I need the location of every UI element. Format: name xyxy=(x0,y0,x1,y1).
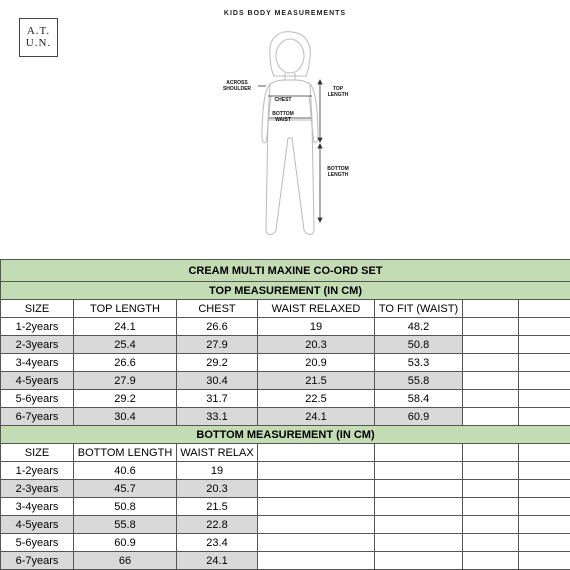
table-cell: 5-6years xyxy=(1,534,74,552)
empty-cell xyxy=(258,462,375,480)
table-cell: 1-2years xyxy=(1,318,74,336)
table-cell: 20.9 xyxy=(258,354,375,372)
table-cell: 20.3 xyxy=(258,336,375,354)
empty-cell xyxy=(463,390,519,408)
empty-cell xyxy=(519,354,570,372)
bottom-length-label xyxy=(324,166,352,178)
table-cell: 29.2 xyxy=(74,390,177,408)
empty-cell xyxy=(519,372,570,390)
top-length-label-line1: TOP xyxy=(332,86,344,92)
empty-cell xyxy=(519,300,570,318)
top-length-label-line2: LENGTH xyxy=(327,92,349,98)
table-cell: 4-5years xyxy=(1,372,74,390)
diagram-title: KIDS BODY MEASUREMENTS xyxy=(223,10,347,17)
table-title-row xyxy=(1,260,570,282)
table-cell: 55.8 xyxy=(74,516,177,534)
table-cell: 48.2 xyxy=(375,318,463,336)
empty-cell xyxy=(463,480,519,498)
table-cell: 60.9 xyxy=(375,408,463,426)
table-row xyxy=(1,480,570,498)
empty-cell xyxy=(258,552,375,570)
chest-label: CHEST xyxy=(274,97,292,103)
empty-cell xyxy=(463,444,519,462)
empty-cell xyxy=(519,552,570,570)
empty-cell xyxy=(519,444,570,462)
empty-cell xyxy=(375,498,463,516)
empty-cell xyxy=(258,480,375,498)
table-cell: 2-3years xyxy=(1,480,74,498)
empty-cell xyxy=(463,534,519,552)
table-cell: 21.5 xyxy=(177,498,258,516)
table-row xyxy=(1,498,570,516)
table-cell: 24.1 xyxy=(177,552,258,570)
table-cell: 24.1 xyxy=(74,318,177,336)
empty-cell xyxy=(463,372,519,390)
empty-cell xyxy=(375,444,463,462)
top-section-row xyxy=(1,282,570,300)
size-chart-table xyxy=(0,259,570,570)
bottom-waist-label xyxy=(268,111,298,123)
brand-logo xyxy=(19,18,58,57)
table-row xyxy=(1,390,570,408)
top-header-row xyxy=(1,300,570,318)
table-cell: 20.3 xyxy=(177,480,258,498)
table-cell: 25.4 xyxy=(74,336,177,354)
table-row xyxy=(1,354,570,372)
table-cell: 40.6 xyxy=(74,462,177,480)
empty-cell xyxy=(463,354,519,372)
column-header: SIZE xyxy=(1,300,74,318)
empty-cell xyxy=(519,480,570,498)
table-cell: 53.3 xyxy=(375,354,463,372)
bottom-header-row xyxy=(1,444,570,462)
bottom-section-title: BOTTOM MEASUREMENT (IN CM) xyxy=(1,426,570,444)
top-length-label xyxy=(326,86,350,98)
table-cell: 27.9 xyxy=(74,372,177,390)
table-cell: 50.8 xyxy=(74,498,177,516)
table-cell: 55.8 xyxy=(375,372,463,390)
bottom-waist-label-line1: BOTTOM xyxy=(272,111,294,117)
table-cell: 5-6years xyxy=(1,390,74,408)
empty-cell xyxy=(258,444,375,462)
empty-cell xyxy=(519,408,570,426)
table-cell: 50.8 xyxy=(375,336,463,354)
column-header: WAIST RELAXED xyxy=(258,300,375,318)
empty-cell xyxy=(463,516,519,534)
table-cell: 26.6 xyxy=(74,354,177,372)
empty-cell xyxy=(519,516,570,534)
table-cell: 30.4 xyxy=(177,372,258,390)
across-shoulder-label-line2: SHOULDER xyxy=(222,86,252,92)
bottom-length-label-line2: LENGTH xyxy=(327,172,349,178)
empty-cell xyxy=(375,552,463,570)
empty-cell xyxy=(375,516,463,534)
logo-line-1: A.T. xyxy=(26,25,51,37)
across-shoulder-label-line1: ACROSS xyxy=(226,80,248,86)
table-cell: 22.5 xyxy=(258,390,375,408)
bottom-length-label-line1: BOTTOM xyxy=(327,166,349,172)
column-header: TOP LENGTH xyxy=(74,300,177,318)
empty-cell xyxy=(519,462,570,480)
table-row xyxy=(1,372,570,390)
table-cell: 26.6 xyxy=(177,318,258,336)
table-cell: 19 xyxy=(258,318,375,336)
empty-cell xyxy=(375,480,463,498)
table-cell: 24.1 xyxy=(258,408,375,426)
table-cell: 2-3years xyxy=(1,336,74,354)
empty-cell xyxy=(463,336,519,354)
empty-cell xyxy=(463,300,519,318)
empty-cell xyxy=(258,498,375,516)
bottom-waist-label-line2: WAIST xyxy=(275,117,291,123)
table-cell: 6-7years xyxy=(1,552,74,570)
empty-cell xyxy=(463,462,519,480)
empty-cell xyxy=(463,498,519,516)
table-cell: 19 xyxy=(177,462,258,480)
table-cell: 22.8 xyxy=(177,516,258,534)
empty-cell xyxy=(375,534,463,552)
table-cell: 60.9 xyxy=(74,534,177,552)
table-cell: 21.5 xyxy=(258,372,375,390)
table-cell: 6-7years xyxy=(1,408,74,426)
bottom-section-row xyxy=(1,426,570,444)
table-title: CREAM MULTI MAXINE CO-ORD SET xyxy=(1,260,570,282)
table-cell: 66 xyxy=(74,552,177,570)
column-header: TO FIT (WAIST) xyxy=(375,300,463,318)
table-cell: 58.4 xyxy=(375,390,463,408)
table-cell: 33.1 xyxy=(177,408,258,426)
column-header: CHEST xyxy=(177,300,258,318)
table-cell: 3-4years xyxy=(1,354,74,372)
table-cell: 1-2years xyxy=(1,462,74,480)
empty-cell xyxy=(519,498,570,516)
table-cell: 3-4years xyxy=(1,498,74,516)
table-cell: 45.7 xyxy=(74,480,177,498)
empty-cell xyxy=(519,390,570,408)
empty-cell xyxy=(463,408,519,426)
top-section-title: TOP MEASUREMENT (IN CM) xyxy=(1,282,570,300)
table-cell: 27.9 xyxy=(177,336,258,354)
empty-cell xyxy=(258,516,375,534)
table-row xyxy=(1,462,570,480)
table-cell: 30.4 xyxy=(74,408,177,426)
empty-cell xyxy=(258,534,375,552)
empty-cell xyxy=(519,534,570,552)
table-cell: 29.2 xyxy=(177,354,258,372)
empty-cell xyxy=(519,336,570,354)
column-header: BOTTOM LENGTH xyxy=(74,444,177,462)
table-cell: 23.4 xyxy=(177,534,258,552)
table-row xyxy=(1,534,570,552)
table-row xyxy=(1,516,570,534)
table-cell: 4-5years xyxy=(1,516,74,534)
table-row xyxy=(1,552,570,570)
across-shoulder-label xyxy=(218,80,256,92)
column-header: WAIST RELAX xyxy=(177,444,258,462)
child-figure-illustration xyxy=(220,24,360,244)
empty-cell xyxy=(463,552,519,570)
logo-line-2: U.N. xyxy=(25,37,52,49)
table-row xyxy=(1,408,570,426)
empty-cell xyxy=(463,318,519,336)
empty-cell xyxy=(375,462,463,480)
table-row xyxy=(1,336,570,354)
empty-cell xyxy=(519,318,570,336)
table-cell: 31.7 xyxy=(177,390,258,408)
table-row xyxy=(1,318,570,336)
column-header: SIZE xyxy=(1,444,74,462)
